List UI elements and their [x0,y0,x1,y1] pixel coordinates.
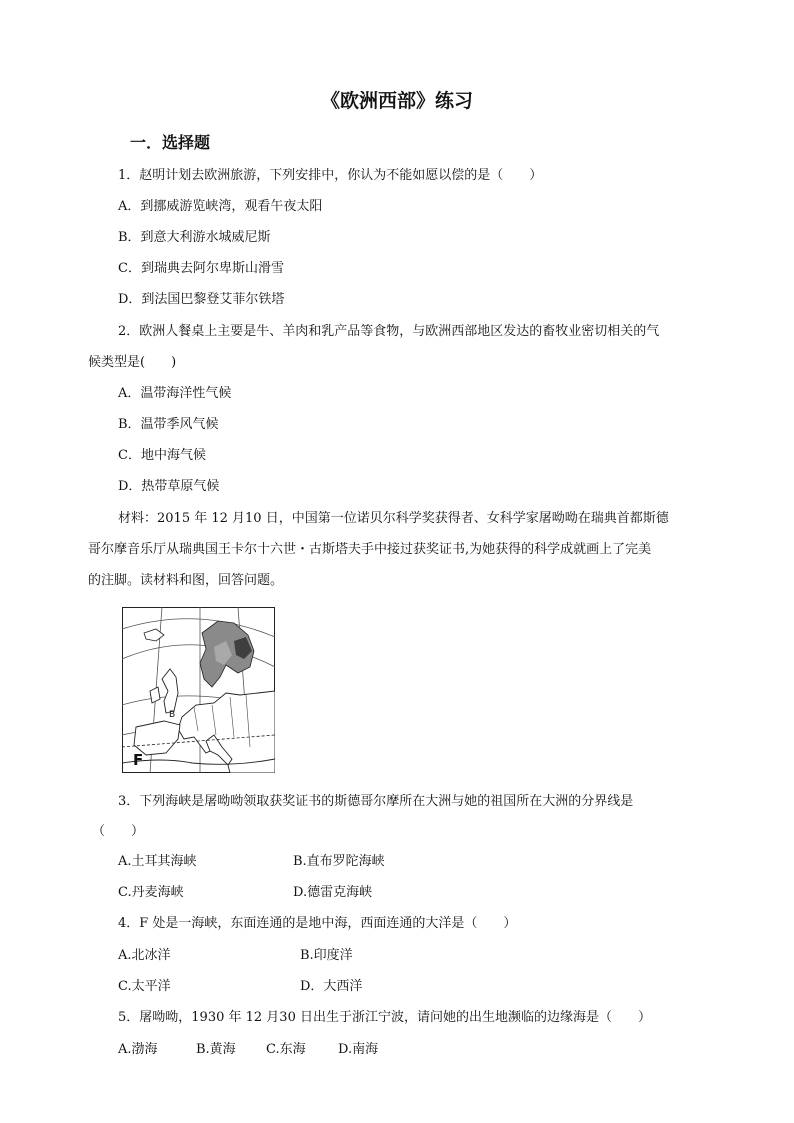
q3-option-b: B.直布罗陀海峡 [293,854,385,869]
q2-option-a: A．温带海洋性气候 [118,386,232,401]
q1-option-c: C．到瑞典去阿尔卑斯山滑雪 [118,261,284,276]
q4-option-d: D．大西洋 [300,979,363,994]
q2-option-d: D．热带草原气候 [118,479,220,494]
q5-option-a: A.渤海 [118,1042,158,1057]
europe-map-figure [122,607,275,773]
q2-option-c: C．地中海气候 [118,448,206,463]
q4-stem: 4．F 处是一海峡，东面连通的是地中海，西面连通的大洋是（ ） [118,916,517,931]
material-line2: 哥尔摩音乐厅从瑞典国王卡尔十六世・古斯塔夫手中接过获奖证书,为她获得的科学成就画上了完美 [88,542,652,557]
q5-option-b: B.黄海 [196,1042,236,1057]
q3-stem: 3．下列海峡是屠呦呦领取获奖证书的斯德哥尔摩所在大洲与她的祖国所在大洲的分界线是 [118,794,634,809]
material-line3: 的注脚。读材料和图，回答问题。 [88,573,284,588]
q2-option-b: B．温带季风气候 [118,417,219,432]
q2-stem-line1: 2．欧洲人餐桌上主要是牛、羊肉和乳产品等食物，与欧洲西部地区发达的畜牧业密切相关的气 [118,324,660,339]
q1-option-d: D．到法国巴黎登艾菲尔铁塔 [118,292,285,307]
q4-option-b: B.印度洋 [300,948,353,963]
q5-stem: 5．屠呦呦，1930 年 12 月30 日出生于浙江宁波，请问她的出生地濒临的边缘海是（ ） [118,1010,651,1025]
map-label-f: F [133,751,144,769]
section-heading: 一．选择题 [130,133,211,152]
material-line1: 材料：2015 年 12 月10 日，中国第一位诺贝尔科学奖获得者、女科学家屠呦呦在瑞典首都斯德 [118,511,669,526]
q5-option-d: D.南海 [338,1042,379,1057]
page-title: 《欧洲西部》练习 [320,90,473,112]
q1-stem: 1．赵明计划去欧洲旅游，下列安排中，你认为不能如愿以偿的是（ ） [118,168,543,183]
q1-option-b: B．到意大利游水城威尼斯 [118,230,271,245]
q5-option-c: C.东海 [266,1042,306,1057]
q3-option-d: D.德雷克海峡 [293,885,373,900]
europe-map-svg [122,607,275,773]
q4-option-a: A.北冰洋 [118,948,171,963]
q2-stem-line2: 候类型是( ) [88,355,177,370]
map-label-b: B [169,710,176,720]
q3-option-a: A.土耳其海峡 [118,854,197,869]
q1-option-a: A．到挪威游览峡湾，观看午夜太阳 [118,199,323,214]
q3-paren: （ ） [92,824,145,839]
q4-option-c: C.太平洋 [118,979,171,994]
q3-option-c: C.丹麦海峡 [118,885,184,900]
